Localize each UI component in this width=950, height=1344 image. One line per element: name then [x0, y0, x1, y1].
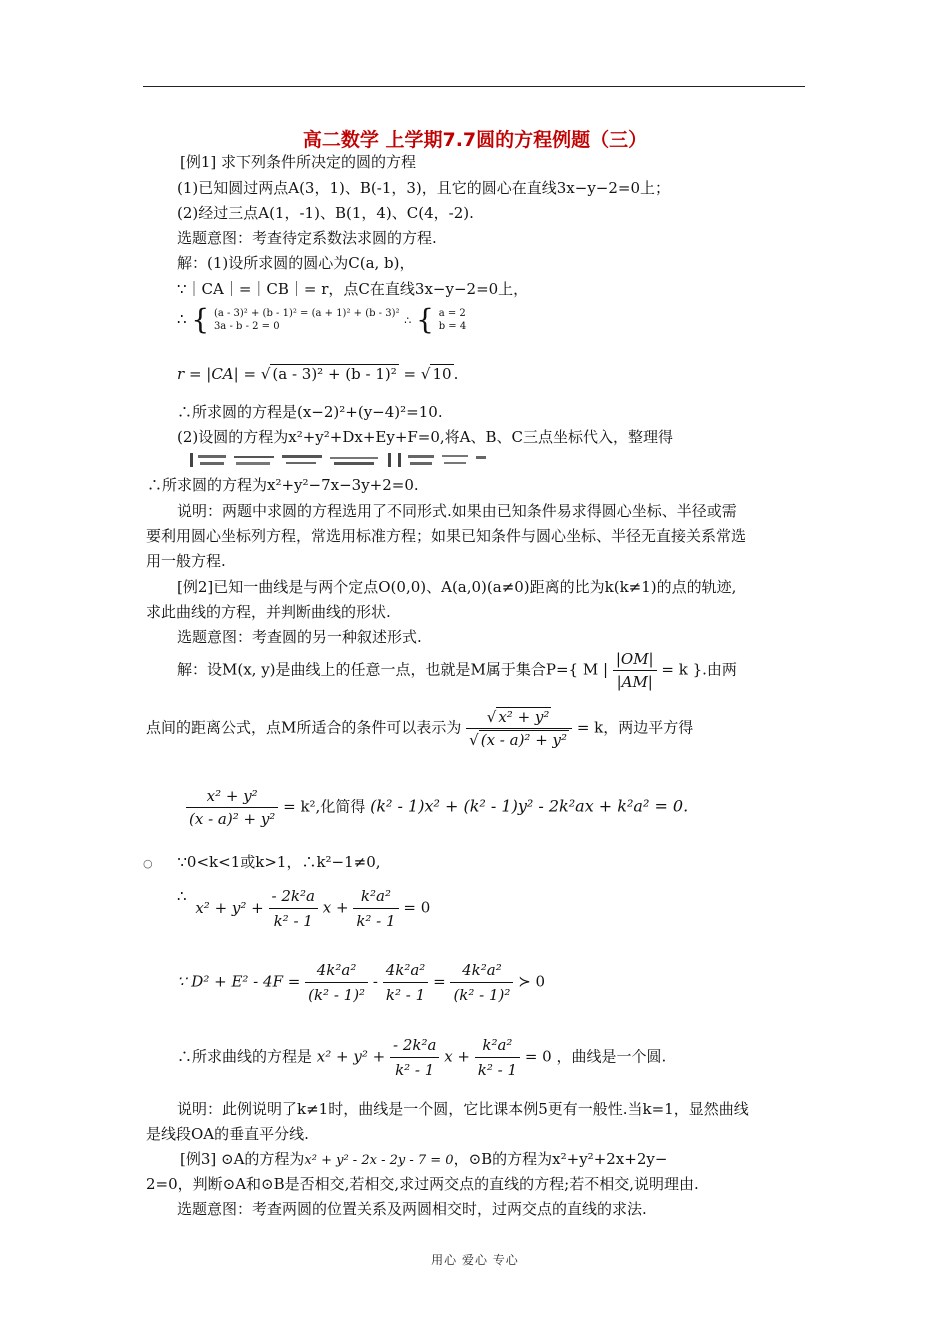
result-part-c: = 0 — [524, 1047, 552, 1066]
eq-part-a: x² + y² + — [195, 898, 264, 917]
ratio-denominator: |AM| — [613, 670, 657, 693]
ex1-part1: (1)已知圆过两点A(3，1)、B(-1，3)，且它的圆心在直线3x−y−2=0上； — [177, 179, 671, 197]
eq-fraction-2 — [353, 884, 398, 933]
distance-suffix: = k，两边平方得 — [576, 718, 694, 737]
disc-fraction-1-den: (k² - 1)² — [305, 982, 368, 1007]
therefore-symbol: ∴ — [177, 887, 187, 905]
radius-period: . — [453, 365, 459, 383]
radius-lhs: r = |CA| = — [177, 365, 257, 383]
disc-fraction-2 — [383, 958, 429, 1007]
eq-fraction-1 — [269, 884, 318, 933]
ex2-result — [177, 1033, 666, 1082]
ex1-solution-2: (2)设圆的方程为x²+y²+Dx+Ey+F=0,将A、B、C三点坐标代入，整理得 — [177, 428, 674, 446]
disc-fraction-3-num: 4k²a² — [462, 961, 502, 979]
sqrt-symbol: √ — [260, 365, 271, 383]
ex3-suffix: ，⊙B的方程为x²+y²+2x+2y− — [453, 1150, 668, 1168]
disc-fraction-1 — [305, 958, 368, 1007]
radius-value: 10 — [432, 365, 452, 383]
ex1-radius-formula — [177, 364, 458, 384]
ex1-solution-start: 解：(1)设所求圆的圆心为C(a, b)， — [177, 254, 415, 272]
squared-denominator: (x - a)² + y² — [186, 807, 278, 830]
set-prefix: 解：设M(x, y)是曲线上的任意一点，也就是M属于集合P={ M | — [177, 660, 609, 679]
ex2-note-line1: 说明：此例说明了k≠1时，曲线是一个圆，它比课本例5更有一般性.当k=1，显然曲线 — [177, 1100, 749, 1118]
numerator-radicand: x² + y² — [498, 708, 550, 726]
system-eq-1: (a - 3)² + (b - 1)² = (a + 1)² + (b - 3)² — [213, 308, 400, 319]
result-fraction-2 — [475, 1033, 520, 1082]
squared-mid: = k²,化简得 — [283, 797, 366, 816]
header-rule — [143, 86, 805, 87]
ex1-equation-2: ∴所求圆的方程为x²+y²−7x−3y+2=0. — [147, 476, 419, 494]
ex1-because: ∵｜CA｜=｜CB｜= r，点C在直线3x−y−2=0上， — [177, 280, 529, 298]
system-results — [439, 307, 467, 333]
distance-numerator: √ x² + y² — [486, 708, 550, 726]
disc-minus: - — [372, 972, 378, 991]
left-brace: { — [416, 303, 434, 336]
disc-fraction-3 — [450, 958, 513, 1007]
page-footer: 用心 爱心 专心 — [431, 1253, 519, 1267]
squared-fraction — [186, 785, 278, 830]
smudged-equation-image — [190, 450, 490, 470]
set-suffix: = k }.由两 — [661, 660, 737, 679]
disc-equals: = — [433, 972, 446, 991]
eq-fraction-2-den: k² - 1 — [353, 908, 398, 933]
therefore-symbol-small: ∴ — [404, 314, 412, 327]
disc-suffix: ≻ 0 — [518, 972, 546, 991]
ex2-squared-condition — [186, 785, 688, 830]
ex1-intent: 选题意图：考查待定系数法求圆的方程. — [177, 229, 437, 247]
result-fraction-2-num: k²a² — [482, 1036, 513, 1054]
sqrt-symbol: √ — [420, 365, 431, 383]
ex2-condition-line — [143, 852, 381, 874]
ex2-set-definition — [177, 648, 737, 693]
ex3-line1 — [180, 1149, 667, 1171]
ex3-line2: 2=0，判断⊙A和⊙B是否相交,若相交,求过两交点的直线的方程;若不相交,说明理由. — [146, 1175, 699, 1193]
ex2-heading-line2: 求此曲线的方程，并判断曲线的形状. — [146, 603, 391, 621]
circle-a-equation: x² + y² - 2x - 2y - 7 = 0 — [304, 1153, 454, 1168]
system-equations — [214, 307, 400, 333]
ex1-note-line1: 说明：两题中求圆的方程选用了不同形式.如果由已知条件易求得圆心坐标、半径或需 — [177, 502, 737, 520]
result-fraction-1 — [390, 1033, 439, 1082]
result-prefix: ∴所求曲线的方程是 — [177, 1047, 313, 1066]
eq-fraction-1-den: k² - 1 — [269, 908, 318, 933]
ex1-system — [177, 304, 466, 336]
ex2-note-line2: 是线段OA的垂直平分线. — [146, 1125, 309, 1143]
k-condition: ∵0<k<1或k>1，∴k²−1≠0, — [177, 853, 381, 871]
denominator-radicand: (x - a)² + y² — [480, 731, 568, 749]
distance-fraction — [466, 706, 572, 751]
circle-marker-icon: ○ — [143, 857, 153, 870]
ratio-fraction — [613, 648, 657, 693]
system-res-2: b = 4 — [438, 321, 467, 332]
distance-denominator: √ (x - a)² + y² — [466, 728, 572, 751]
distance-prefix: 点间的距离公式，点M所适合的条件可以表示为 — [146, 718, 462, 737]
eq-fraction-2-num: k²a² — [360, 887, 391, 905]
ratio-numerator: |OM| — [615, 650, 654, 668]
page-title: 高二数学 上学期7.7圆的方程例题（三） — [302, 129, 648, 151]
simplified-equation: (k² - 1)x² + (k² - 1)y² - 2k²ax + k²a² = 0. — [370, 796, 689, 816]
eq-part-b: x + — [322, 898, 349, 917]
system-res-1: a = 2 — [438, 308, 466, 319]
disc-fraction-2-den: k² - 1 — [383, 982, 429, 1007]
ex1-smudged-system — [190, 449, 490, 470]
disc-fraction-1-num: 4k²a² — [316, 961, 357, 979]
result-fraction-1-den: k² - 1 — [390, 1057, 439, 1082]
result-part-b: x + — [444, 1047, 470, 1066]
result-fraction-1-num: - 2k²a — [392, 1036, 437, 1054]
therefore-symbol: ∴ — [177, 310, 187, 328]
eq-fraction-1-num: - 2k²a — [271, 887, 315, 905]
disc-fraction-3-den: (k² - 1)² — [450, 982, 513, 1007]
result-suffix: ，曲线是一个圆. — [556, 1047, 667, 1066]
radius-equals: = — [403, 365, 417, 383]
ex2-heading-line1: [例2]已知一曲线是与两个定点O(0,0)、A(a,0)(a≠0)距离的比为k(k≠1)的点的轨迹, — [177, 578, 737, 596]
discriminant-prefix: ∵ D² + E² - 4F = — [177, 972, 301, 991]
ex1-note-line2: 要利用圆心坐标列方程，常选用标准方程；如果已知条件与圆心坐标、半径无直接关系常选 — [146, 527, 747, 545]
ex1-part2: (2)经过三点A(1，-1)、B(1，4)、C(4，-2). — [177, 204, 474, 222]
ex3-intent: 选题意图：考查两圆的位置关系及两圆相交时，过两交点的直线的求法. — [177, 1200, 647, 1218]
ex1-heading: [例1] 求下列条件所决定的圆的方程 — [180, 153, 417, 171]
ex2-distance-condition — [146, 706, 693, 751]
system-eq-2: 3a - b - 2 = 0 — [213, 321, 280, 332]
ex2-discriminant — [177, 958, 545, 1007]
radius-radicand: (a - 3)² + (b - 1)² — [272, 365, 397, 383]
ex3-prefix: [例3] ⊙A的方程为 — [180, 1150, 305, 1168]
squared-numerator: x² + y² — [206, 787, 258, 805]
result-part-a: x² + y² + — [316, 1047, 386, 1066]
disc-fraction-2-num: 4k²a² — [385, 961, 426, 979]
eq-part-c: = 0 — [403, 898, 431, 917]
result-fraction-2-den: k² - 1 — [475, 1057, 520, 1082]
ex2-intent: 选题意图：考查圆的另一种叙述形式. — [177, 628, 422, 646]
ex1-equation-1: ∴所求圆的方程是(x−2)²+(y−4)²=10. — [177, 403, 443, 421]
left-brace: { — [191, 303, 210, 336]
ex2-circle-equation — [177, 884, 430, 933]
ex1-note-line3: 用一般方程. — [146, 552, 226, 570]
